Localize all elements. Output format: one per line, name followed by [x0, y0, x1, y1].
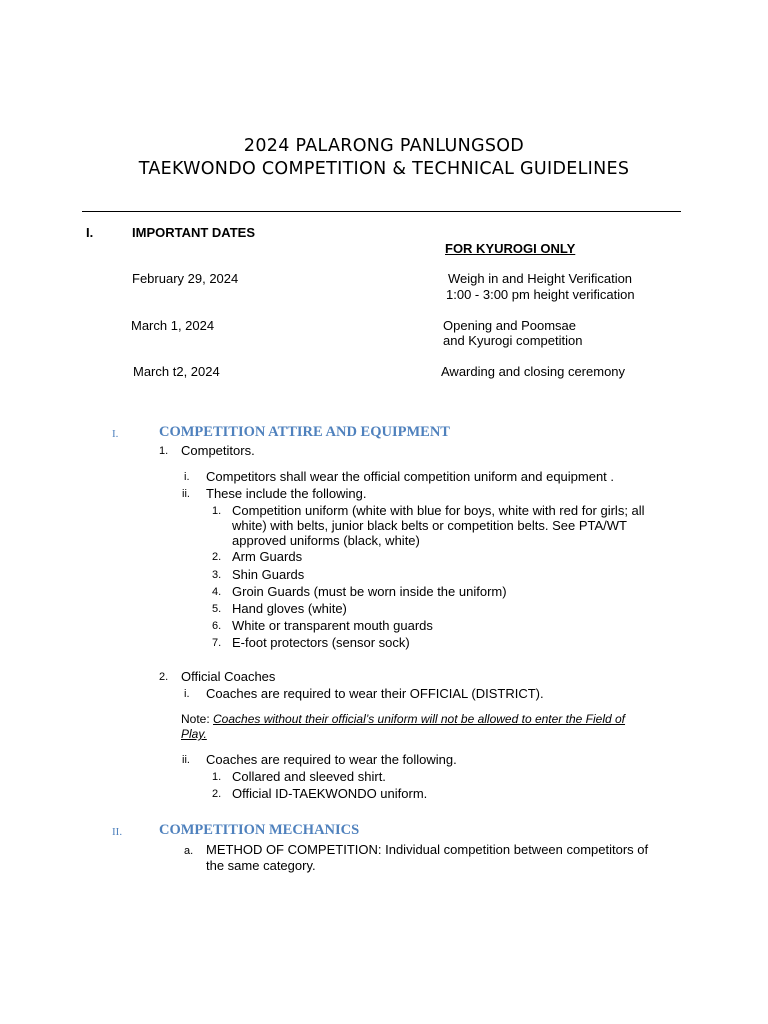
- competitors-label: Competitors.: [181, 443, 255, 458]
- equipment-item: Groin Guards (must be worn inside the uniform): [232, 584, 507, 599]
- list-number: 2.: [159, 671, 169, 683]
- list-number: 1.: [212, 771, 222, 783]
- list-number: 6.: [212, 620, 222, 632]
- list-number: 3.: [212, 569, 222, 581]
- list-number: 2.: [212, 788, 222, 800]
- note-text-line-1: Coaches without their official’s uniform will not be allowed to enter the Field of: [213, 712, 626, 726]
- list-number: 5.: [212, 603, 222, 615]
- list-number: i.: [184, 471, 190, 483]
- section-heading: COMPETITION MECHANICS: [159, 822, 360, 838]
- document-title-line-1: 2024 PALARONG PANLUNGSOD: [243, 136, 525, 156]
- equipment-item-1-line-1: Competition uniform (white with blue for boys, white with red for girls; all: [232, 503, 645, 518]
- coaches-item-i: Coaches are required to wear their OFFICIAL (DISTRICT).: [206, 686, 544, 701]
- list-number: 7.: [212, 637, 222, 649]
- event-3-line-1: Awarding and closing ceremony: [441, 364, 626, 379]
- list-number: 4.: [212, 586, 222, 598]
- document-title-line-2: TAEKWONDO COMPETITION & TECHNICAL GUIDELINES: [138, 159, 630, 179]
- list-number: 1.: [212, 505, 222, 517]
- list-number: a.: [184, 845, 194, 857]
- coach-wear-item: Official ID-TAEKWONDO uniform.: [232, 786, 428, 801]
- list-number: i.: [184, 688, 190, 700]
- equipment-item: White or transparent mouth guards: [232, 618, 433, 633]
- date-1: February 29, 2024: [132, 271, 239, 286]
- mechanics-item-a-line-1: METHOD OF COMPETITION: Individual competition between competitors of: [206, 842, 649, 857]
- note-label: Note:: [181, 712, 214, 726]
- section-numeral: II.: [112, 826, 123, 838]
- coaches-item-ii: Coaches are required to wear the following.: [206, 752, 457, 767]
- horizontal-rule: [82, 211, 681, 212]
- mechanics-item-a-line-2: the same category.: [206, 858, 316, 873]
- kyurogi-only-note: FOR KYUROGI ONLY: [445, 241, 576, 256]
- section-numeral: I.: [86, 225, 94, 240]
- event-2-line-2: and Kyurogi competition: [443, 333, 583, 348]
- equipment-item: Shin Guards: [232, 567, 305, 582]
- competitors-item-i: Competitors shall wear the official competition uniform and equipment .: [206, 469, 615, 484]
- equipment-item: Arm Guards: [232, 549, 303, 564]
- event-1-line-1: Weigh in and Height Verification: [448, 271, 633, 286]
- section-heading: COMPETITION ATTIRE AND EQUIPMENT: [159, 424, 450, 440]
- coach-wear-item: Collared and sleeved shirt.: [232, 769, 386, 784]
- equipment-item: E-foot protectors (sensor sock): [232, 635, 410, 650]
- date-3: March t2, 2024: [133, 364, 220, 379]
- note-text-line-2: Play.: [181, 727, 207, 741]
- event-2-line-1: Opening and Poomsae: [443, 318, 576, 333]
- competitors-item-ii: These include the following.: [206, 486, 367, 501]
- date-2: March 1, 2024: [131, 318, 215, 333]
- list-number: ii.: [182, 488, 190, 500]
- equipment-item-1-line-3: approved uniforms (black, white): [232, 533, 420, 548]
- event-1-line-2: 1:00 - 3:00 pm height verification: [446, 287, 635, 302]
- coaches-label: Official Coaches: [181, 669, 276, 684]
- equipment-item: Hand gloves (white): [232, 601, 347, 616]
- section-numeral: I.: [112, 428, 119, 440]
- equipment-item-1-line-2: white) with belts, junior black belts or competition belts. See PTA/WT: [232, 518, 627, 533]
- list-number: 2.: [212, 551, 222, 563]
- list-number: ii.: [182, 754, 190, 766]
- section-heading: IMPORTANT DATES: [132, 225, 256, 240]
- list-number: 1.: [159, 445, 169, 457]
- coaches-note: [181, 712, 625, 726]
